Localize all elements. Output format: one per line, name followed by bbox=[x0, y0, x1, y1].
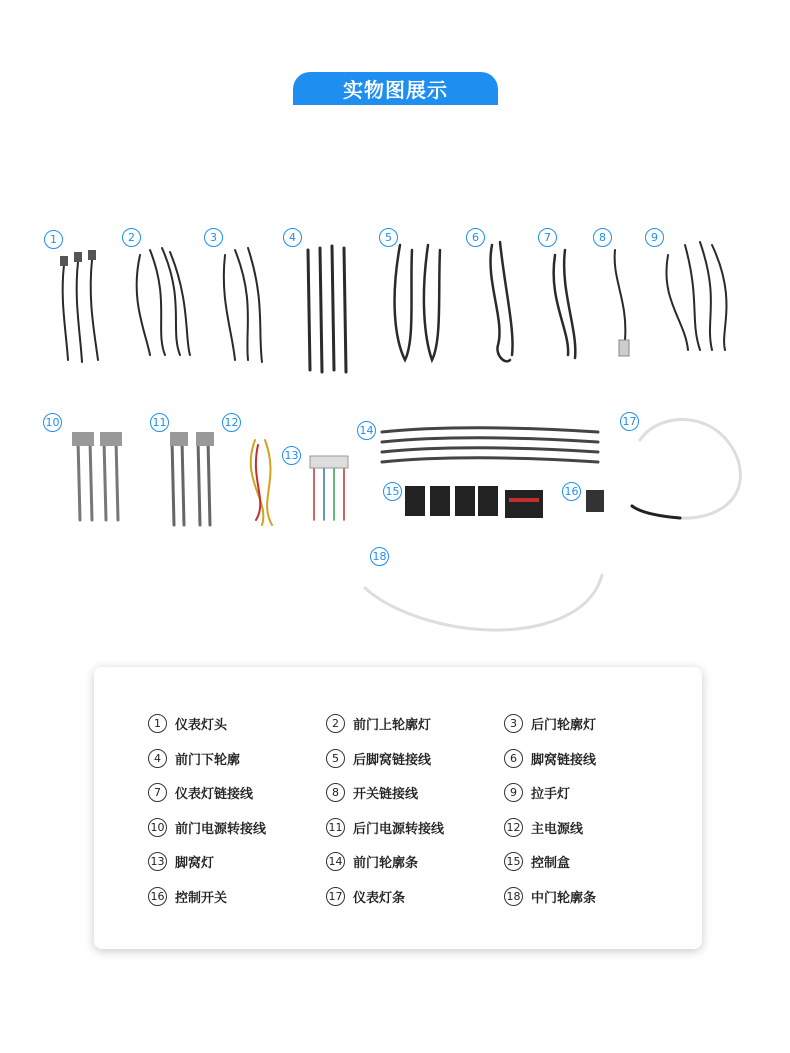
legend-number: 3 bbox=[504, 714, 523, 733]
legend-label: 仪表灯链接线 bbox=[175, 786, 254, 802]
photo-marker-5: 5 bbox=[379, 228, 398, 247]
photo-marker-1: 1 bbox=[44, 230, 63, 249]
legend-item-11 bbox=[326, 816, 444, 838]
photo-marker-11: 11 bbox=[150, 413, 169, 432]
photo-marker-7: 7 bbox=[538, 228, 557, 247]
photo-marker-15: 15 bbox=[383, 482, 402, 501]
legend-item-17 bbox=[326, 885, 405, 907]
legend-item-7 bbox=[148, 781, 253, 803]
photo-marker-13: 13 bbox=[282, 446, 301, 465]
photo-marker-10: 10 bbox=[43, 413, 62, 432]
legend-label: 主电源线 bbox=[531, 821, 584, 837]
legend-label: 前门电源转接线 bbox=[175, 821, 267, 837]
legend-label: 前门轮廓条 bbox=[353, 855, 419, 871]
legend-number: 13 bbox=[148, 852, 167, 871]
photo-marker-16: 16 bbox=[562, 482, 581, 501]
photo-marker-8: 8 bbox=[593, 228, 612, 247]
legend-number: 16 bbox=[148, 887, 167, 906]
legend-number: 4 bbox=[148, 749, 167, 768]
legend-number: 12 bbox=[504, 818, 523, 837]
photo-marker-12: 12 bbox=[222, 413, 241, 432]
legend-number: 10 bbox=[148, 818, 167, 837]
legend-item-18 bbox=[504, 885, 596, 907]
legend-label: 拉手灯 bbox=[531, 786, 571, 802]
legend-number: 7 bbox=[148, 783, 167, 802]
legend-item-12 bbox=[504, 816, 583, 838]
photo-marker-4: 4 bbox=[283, 228, 302, 247]
legend-item-8 bbox=[326, 781, 418, 803]
legend-number: 2 bbox=[326, 714, 345, 733]
legend-label: 脚窝链接线 bbox=[531, 752, 597, 768]
legend-item-5 bbox=[326, 747, 431, 769]
legend-number: 8 bbox=[326, 783, 345, 802]
photo-marker-18: 18 bbox=[370, 547, 389, 566]
legend-label: 仪表灯头 bbox=[175, 717, 228, 733]
legend-label: 控制盒 bbox=[531, 855, 571, 871]
section-title: 实物图展示 bbox=[343, 78, 448, 102]
legend-number: 5 bbox=[326, 749, 345, 768]
legend-item-10 bbox=[148, 816, 266, 838]
legend-number: 6 bbox=[504, 749, 523, 768]
legend-number: 18 bbox=[504, 887, 523, 906]
legend-label: 前门上轮廓灯 bbox=[353, 717, 432, 733]
photo-marker-6: 6 bbox=[466, 228, 485, 247]
legend-item-9 bbox=[504, 781, 570, 803]
legend-number: 14 bbox=[326, 852, 345, 871]
legend-number: 1 bbox=[148, 714, 167, 733]
legend-label: 后门电源转接线 bbox=[353, 821, 445, 837]
legend-item-1 bbox=[148, 712, 227, 734]
legend-label: 中门轮廓条 bbox=[531, 890, 597, 906]
legend-label: 控制开关 bbox=[175, 890, 228, 906]
legend-item-6 bbox=[504, 747, 596, 769]
photo-marker-2: 2 bbox=[122, 228, 141, 247]
legend-item-14 bbox=[326, 850, 418, 872]
legend-item-2 bbox=[326, 712, 431, 734]
legend-number: 17 bbox=[326, 887, 345, 906]
parts-legend-card bbox=[94, 667, 702, 949]
legend-label: 前门下轮廓 bbox=[175, 752, 241, 768]
legend-number: 11 bbox=[326, 818, 345, 837]
legend-item-13 bbox=[148, 850, 214, 872]
photo-marker-3: 3 bbox=[204, 228, 223, 247]
legend-item-3 bbox=[504, 712, 596, 734]
legend-item-15 bbox=[504, 850, 570, 872]
legend-item-4 bbox=[148, 747, 240, 769]
photo-marker-14: 14 bbox=[357, 421, 376, 440]
legend-label: 脚窝灯 bbox=[175, 855, 215, 871]
legend-number: 9 bbox=[504, 783, 523, 802]
legend-label: 仪表灯条 bbox=[353, 890, 406, 906]
legend-item-16 bbox=[148, 885, 227, 907]
legend-number: 15 bbox=[504, 852, 523, 871]
photo-marker-17: 17 bbox=[620, 412, 639, 431]
legend-label: 后脚窝链接线 bbox=[353, 752, 432, 768]
legend-label: 后门轮廓灯 bbox=[531, 717, 597, 733]
legend-label: 开关链接线 bbox=[353, 786, 419, 802]
photo-marker-9: 9 bbox=[645, 228, 664, 247]
